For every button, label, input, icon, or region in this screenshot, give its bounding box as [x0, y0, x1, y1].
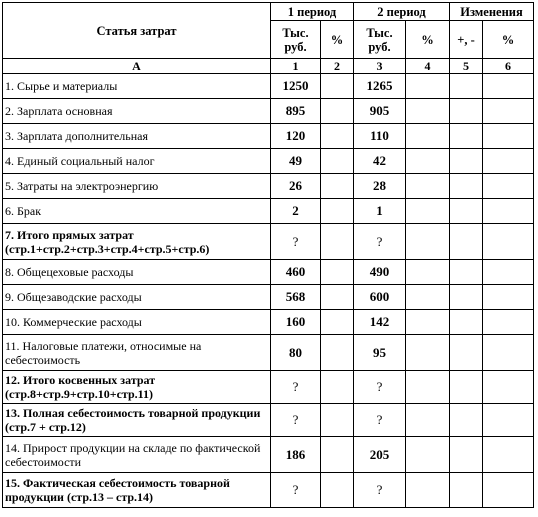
- period1-pct: [321, 224, 354, 260]
- period1-value: 49: [271, 149, 321, 174]
- row-label: 7. Итого прямых затрат (стр.1+стр.2+стр.3+стр.4+стр.5+стр.6): [3, 224, 271, 260]
- period1-value: ?: [271, 224, 321, 260]
- period2-pct: [406, 473, 450, 508]
- period1-pct: [321, 404, 354, 437]
- period2-value: 1265: [354, 74, 406, 99]
- period1-pct-header: %: [321, 21, 354, 59]
- period2-value: 110: [354, 124, 406, 149]
- period2-pct: [406, 199, 450, 224]
- period1-value: 80: [271, 335, 321, 371]
- period2-pct: [406, 335, 450, 371]
- row-label: 11. Налоговые платежи, относимые на себестоимость: [3, 335, 271, 371]
- period2-pct: [406, 437, 450, 473]
- period2-pct: [406, 260, 450, 285]
- table-row: [3, 404, 534, 437]
- change-diff: [450, 199, 483, 224]
- period2-value: ?: [354, 224, 406, 260]
- table-row: [3, 310, 534, 335]
- change-pct: [483, 371, 534, 404]
- change-pct: [483, 99, 534, 124]
- period2-pct: [406, 124, 450, 149]
- unit-line-2: руб.: [284, 39, 307, 54]
- change-diff: [450, 310, 483, 335]
- period1-value: 26: [271, 174, 321, 199]
- period2-value: ?: [354, 404, 406, 437]
- period1-value: 2: [271, 199, 321, 224]
- table-row: [3, 149, 534, 174]
- change-diff: [450, 335, 483, 371]
- row-label: 15. Фактическая себестоимость товарной продукции (стр.13 – стр.14): [3, 473, 271, 508]
- period1-value: 1250: [271, 74, 321, 99]
- row-label: 10. Коммерческие расходы: [3, 310, 271, 335]
- row-label: 5. Затраты на электроэнергию: [3, 174, 271, 199]
- table-row: [3, 224, 534, 260]
- period2-pct: [406, 310, 450, 335]
- table-body: [3, 3, 534, 508]
- period2-value: 205: [354, 437, 406, 473]
- period1-pct: [321, 310, 354, 335]
- period2-value: 42: [354, 149, 406, 174]
- table-row: [3, 371, 534, 404]
- row-label: 6. Брак: [3, 199, 271, 224]
- period2-unit-header: [354, 21, 406, 59]
- period2-header: 2 период: [354, 3, 450, 21]
- column-index-cell: 3: [354, 59, 406, 74]
- column-index-cell: А: [3, 59, 271, 74]
- period1-pct: [321, 99, 354, 124]
- period2-value: ?: [354, 371, 406, 404]
- row-label: 9. Общезаводские расходы: [3, 285, 271, 310]
- change-diff: [450, 99, 483, 124]
- period1-pct: [321, 260, 354, 285]
- change-diff: [450, 260, 483, 285]
- period2-pct: [406, 224, 450, 260]
- column-index-cell: 1: [271, 59, 321, 74]
- change-pct: [483, 473, 534, 508]
- period1-pct: [321, 74, 354, 99]
- changes-header: Изменения: [450, 3, 534, 21]
- change-pct-header: %: [483, 21, 534, 59]
- row-label: 13. Полная себестоимость товарной продукции (стр.7 + стр.12): [3, 404, 271, 437]
- period1-value: 895: [271, 99, 321, 124]
- period1-pct: [321, 335, 354, 371]
- change-diff: [450, 473, 483, 508]
- change-pct: [483, 199, 534, 224]
- period2-value: 1: [354, 199, 406, 224]
- period2-pct: [406, 99, 450, 124]
- change-pct: [483, 74, 534, 99]
- period1-pct: [321, 285, 354, 310]
- period2-pct: [406, 285, 450, 310]
- period1-pct: [321, 174, 354, 199]
- change-diff: [450, 174, 483, 199]
- change-pct: [483, 124, 534, 149]
- item-column-header: Статья затрат: [3, 3, 271, 59]
- change-diff: [450, 124, 483, 149]
- period2-pct: [406, 74, 450, 99]
- period2-pct-header: %: [406, 21, 450, 59]
- change-diff: [450, 371, 483, 404]
- cost-table: [2, 2, 534, 508]
- change-diff: [450, 149, 483, 174]
- table-row: [3, 335, 534, 371]
- row-label: 8. Общецеховые расходы: [3, 260, 271, 285]
- period2-value: 142: [354, 310, 406, 335]
- row-label: 1. Сырье и материалы: [3, 74, 271, 99]
- period2-pct: [406, 404, 450, 437]
- change-pct: [483, 174, 534, 199]
- column-index-cell: 4: [406, 59, 450, 74]
- period1-value: 568: [271, 285, 321, 310]
- change-diff: [450, 285, 483, 310]
- period1-header: 1 период: [271, 3, 354, 21]
- change-pct: [483, 310, 534, 335]
- period1-pct: [321, 124, 354, 149]
- period1-pct: [321, 473, 354, 508]
- change-diff-header: +, -: [450, 21, 483, 59]
- period2-value: 95: [354, 335, 406, 371]
- period2-pct: [406, 371, 450, 404]
- period2-value: 28: [354, 174, 406, 199]
- row-label: 4. Единый социальный налог: [3, 149, 271, 174]
- period1-pct: [321, 199, 354, 224]
- unit-line-1: Тыс.: [282, 25, 309, 40]
- period1-pct: [321, 149, 354, 174]
- table-row: [3, 99, 534, 124]
- period1-unit-header: [271, 21, 321, 59]
- period2-pct: [406, 149, 450, 174]
- table-row: [3, 260, 534, 285]
- period1-value: 186: [271, 437, 321, 473]
- table-row: [3, 437, 534, 473]
- period2-pct: [406, 174, 450, 199]
- change-pct: [483, 437, 534, 473]
- period1-pct: [321, 437, 354, 473]
- column-index-cell: 2: [321, 59, 354, 74]
- change-pct: [483, 404, 534, 437]
- column-index-cell: 5: [450, 59, 483, 74]
- period2-value: 905: [354, 99, 406, 124]
- row-label: 3. Зарплата дополнительная: [3, 124, 271, 149]
- change-pct: [483, 285, 534, 310]
- period2-value: 490: [354, 260, 406, 285]
- table-row: [3, 174, 534, 199]
- period1-value: 160: [271, 310, 321, 335]
- column-index-cell: 6: [483, 59, 534, 74]
- unit-line-1: Тыс.: [366, 25, 393, 40]
- table-row: [3, 124, 534, 149]
- period2-value: 600: [354, 285, 406, 310]
- change-pct: [483, 260, 534, 285]
- period1-value: ?: [271, 371, 321, 404]
- period1-value: ?: [271, 473, 321, 508]
- table-row: [3, 285, 534, 310]
- header-row-1: [3, 3, 534, 21]
- period1-value: 120: [271, 124, 321, 149]
- period1-pct: [321, 371, 354, 404]
- change-pct: [483, 224, 534, 260]
- row-label: 14. Прирост продукции на складе по фактической себестоимости: [3, 437, 271, 473]
- period1-value: ?: [271, 404, 321, 437]
- table-row: [3, 473, 534, 508]
- change-pct: [483, 149, 534, 174]
- table-row: [3, 199, 534, 224]
- change-diff: [450, 437, 483, 473]
- row-label: 12. Итого косвенных затрат (стр.8+стр.9+стр.10+стр.11): [3, 371, 271, 404]
- change-diff: [450, 404, 483, 437]
- period2-value: ?: [354, 473, 406, 508]
- change-pct: [483, 335, 534, 371]
- change-diff: [450, 224, 483, 260]
- row-label: 2. Зарплата основная: [3, 99, 271, 124]
- unit-line-2: руб.: [368, 39, 391, 54]
- column-index-row: [3, 59, 534, 74]
- table-row: [3, 74, 534, 99]
- change-diff: [450, 74, 483, 99]
- period1-value: 460: [271, 260, 321, 285]
